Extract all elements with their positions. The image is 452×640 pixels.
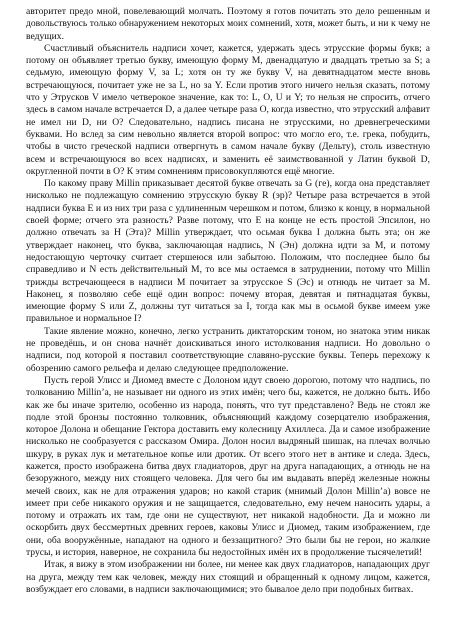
paragraph-continuation: авторитет предо мной, повелевающий молчать. Поэтому я готов почитать это дело решенным и довольствуюсь только обнаружением некоторых моих сомнений, хотя, может быть, и ни к чему не ведущих. <box>26 6 430 42</box>
paragraph-relief-analysis: Пусть герой Улисс и Диомед вместе с Долоном идут своею дорогою, потому что надпись, по толкованию Millin’а, не называет ни одного из этих имён; чего бы, кажется, не должно быть. Ибо как же бы иначе зрителю, особенно из народа, понять, что тут представлено? Ведь не стоял же подле этой бронзы постоянно толковник, объясняющий каждому созерцателю изображения, которое Долона и обещание Гектора доставить ему колесницу Ахиллеса. Да и самое изображение нисколько не сообразуется с рассказом Омира. Долон носил выдряный шишак, на плечах волчью шкуру, в руках лук и метательное копье или дротик. От всего этого нет в антике и следа. Здесь, кажется, просто изображена битва двух гладиаторов, друг на друга нападающих, а отнюдь не на безоружного, между них стоящего человека. Для чего бы им выдавать вперёд железные ножны мечей своих, как не для отражения ударов; но какой старик (мнимый Долон Millin’а) вовсе не имеет при себе никакого оружия и не защищается, следовательно, ему нечем наносить удары, а потому и отражать их там, где они не существуют, нет никакой надобности. Да и можно ли оскорбить двух бессмертных древних героев, каковы Улисс и Диомед, таким изображением, где они, оба вооружённые, нападают на одного и беззащитного? Это были бы не герои, но жалкие трусы, и история, наверное, не сохранила бы недостойных имён их в продолжение тысячелетий! <box>26 374 430 559</box>
paragraph-conclusion: Итак, я вижу в этом изображении ни более, ни менее как двух гладиаторов, нападающих друг на друга, между тем как человек, между них стоящий и обращенный к одному лицом, кажется, возбуждает его словами, в надписи заключающимися; это бывалое дело при подобных битвах. <box>26 559 430 595</box>
paragraph-millin-letters: По какому праву Millin приказывает десятой букве отвечать за G (гe), когда она представляет нисколько не подлежащую сомнению этрусскую букву R (эр)? Четыре раза встречается в этой надписи буква E и из них три раза с удлиненным черешком и потом, близко к концу, в нормальной своей форме; отчего эта разность? Разве потому, что E на конце не есть простой Эпсилон, но должно отвечать за H (Эта)? Millin утверждает, что осьмая буква I должна быть эта; он же утверждает наконец, что буква, заключающая надпись, N (Эн) должна идти за M, и потому недостающую черточку считает стершеюся или забытою. Положим, что последнее было бы справедливо и N есть действительный M, то все мы остаемся в затруднении, потому что Millin трижды встречающееся в надписи M почитает за этрусское S (Эс) и отнюдь не читает за M. Наконец, я позволяю себе ещё один вопрос: почему вторая, девятая и пятнадцатая буквы, имеющие форму S или Z, должны тут читаться за I, тогда как мы в осьмой букве имеем уже правильное и нормальное I? <box>26 178 430 325</box>
paragraph-transition: Такие явление можно, конечно, легко устранить диктаторским тоном, но знатока этим никак не проведёшь, и он снова начнёт доискиваться иного истолкования надписи. Но довольно о надписи, под которой я поставил соответствующие славяно-русские буквы. Теперь перехожу к обозрению самого рельефа и делаю следующее предположение. <box>26 325 430 374</box>
paragraph-etruscan-letters: Счастливый объяснитель надписи хочет, кажется, удержать здесь этрусские формы букв; а потому он объявляет третью букву, имеющую форму М, двенадцатую и двадцать третью за S; а седьмую, имеющую форму V, за L; хотя он ту же букву V, на девятнадцатом месте вновь встречающуюся, почитает уже не за L, но за Y. Если против этого ничего нельзя сказать, потому что у Этрусков V имело четверокое значение, как то: L, O, U и Y; то нельзя не спросить, отчего здесь в самом начале встречается D, а далее четыре раза O, когда известно, что этрусский алфавит не имел ни D, ни O? Следовательно, надпись писана не этрусскими, но древнегреческими буквами. Но вслед за сим невольно является второй вопрос: что могло его, т.е. грека, побудить, чтобы в чисто греческой надписи отвергнуть в самом начале букву (Дельту), столь известную всем и встречающуюся во всех надписях, и заменить её заимствованной у Латин буквой D, округленной почти в O? К этим сомнениям присовокупляются ещё многие. <box>26 42 430 177</box>
document-page <box>26 6 430 634</box>
